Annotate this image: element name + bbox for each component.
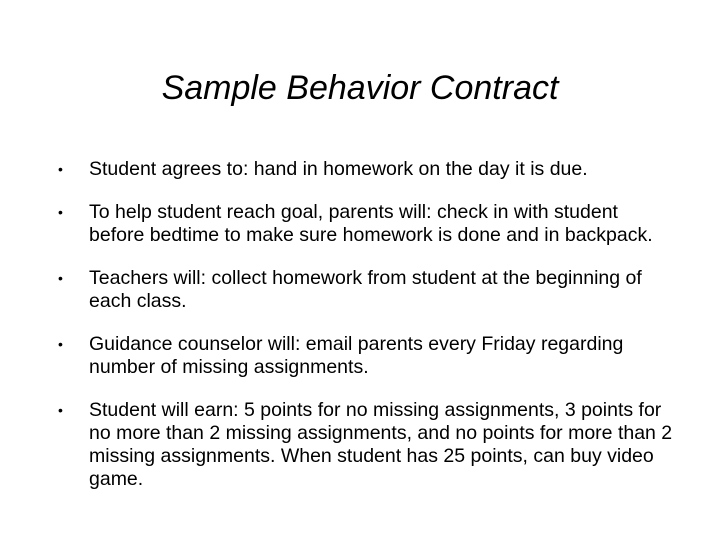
bullet-item-teachers xyxy=(58,267,678,313)
bullet-text: To help student reach goal, parents will: check in with student before bedtime to make sure homework is done and in backpack. xyxy=(89,201,653,246)
bullet-text: Student will earn: 5 points for no missing assignments, 3 points for no more than 2 missing assignments, and no points for more than 2 missing assignments. When student has 25 points, can buy video game. xyxy=(89,399,673,490)
bullet-text: Teachers will: collect homework from student at the beginning of each class. xyxy=(89,267,642,312)
bullet-list xyxy=(58,158,678,511)
bullet-item-counselor xyxy=(58,333,678,379)
bullet-item-homework xyxy=(58,158,678,181)
bullet-item-parents xyxy=(58,201,678,247)
bullet-icon: • xyxy=(58,336,63,352)
bullet-item-rewards xyxy=(58,399,678,491)
bullet-icon: • xyxy=(58,204,63,220)
slide-title: Sample Behavior Contract xyxy=(161,69,559,107)
bullet-text: Guidance counselor will: email parents every Friday regarding number of missing assignments. xyxy=(89,333,624,378)
bullet-text: Student agrees to: hand in homework on the day it is due. xyxy=(89,158,588,180)
bullet-icon: • xyxy=(58,270,63,286)
bullet-icon: • xyxy=(58,161,63,177)
bullet-icon: • xyxy=(58,402,63,418)
